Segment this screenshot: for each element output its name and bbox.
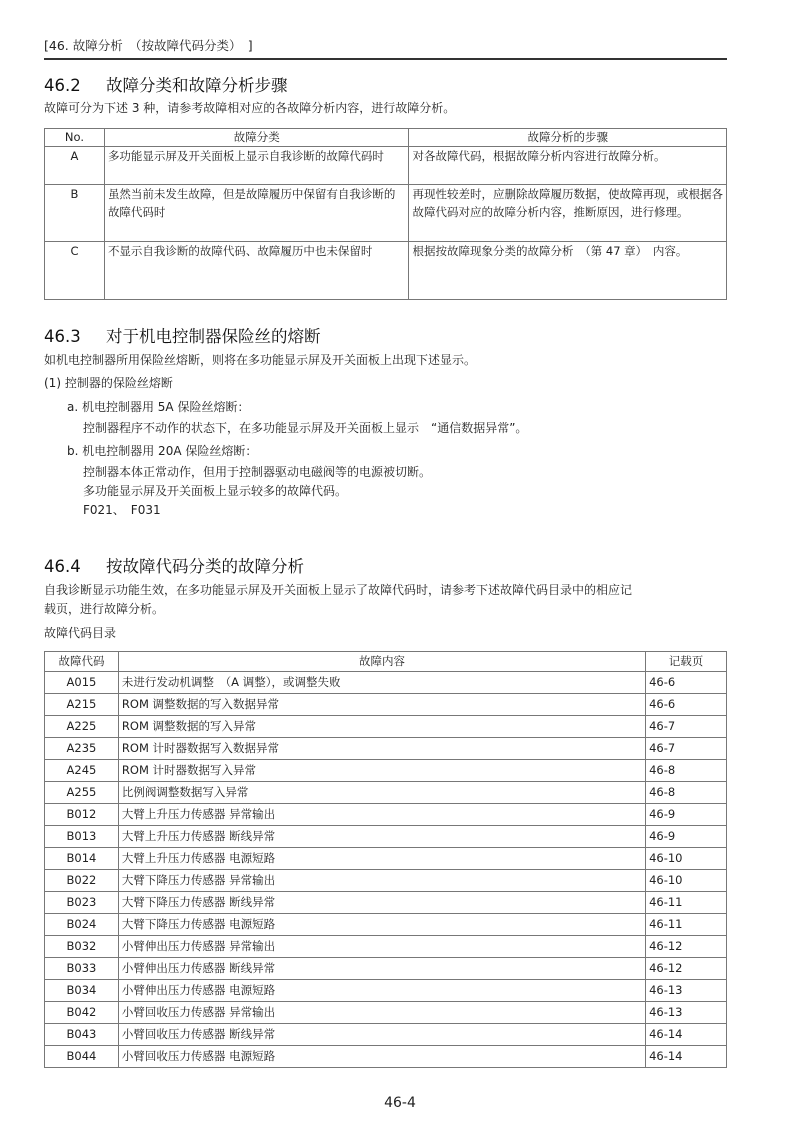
page-ref-cell: 46-13 [646, 1002, 727, 1024]
fault-content-cell: ROM 调整数据的写入数据异常 [118, 694, 645, 716]
section-title: 故障分类和故障分析步骤 [106, 76, 288, 95]
fault-code-cell: B013 [45, 826, 119, 848]
section-46-4-intro-1: 自我诊断显示功能生效，在多功能显示屏及开关面板上显示了故障代码时，请参考下述故障代码目录中的相应记 [44, 583, 633, 597]
fault-content-cell: 大臂上升压力传感器 电源短路 [118, 848, 645, 870]
section-title: 对于机电控制器保险丝的熔断 [106, 327, 321, 346]
item-b-body-2: 多功能显示屏及开关面板上显示较多的故障代码。 [83, 484, 348, 498]
fault-content-cell: 大臂下降压力传感器 断线异常 [118, 892, 645, 914]
section-46-3-heading [44, 323, 321, 347]
page-ref-cell: 46-10 [646, 870, 727, 892]
page-ref-cell: 46-7 [646, 738, 727, 760]
table-row [45, 870, 727, 892]
fault-content-cell: 小臂伸出压力传感器 电源短路 [118, 980, 645, 1002]
table-row [45, 980, 727, 1002]
row-steps: 再现性较差时，应删除故障履历数据，使故障再现，或根据各故障代码对应的故障分析内容，推断原因，进行修理。 [409, 185, 727, 242]
fault-content-cell: 大臂下降压力传感器 异常输出 [118, 870, 645, 892]
page-ref-cell: 46-9 [646, 804, 727, 826]
table-row [45, 914, 727, 936]
section-46-4-intro-2: 载页，进行故障分析。 [44, 602, 165, 616]
row-category: 多功能显示屏及开关面板上显示自我诊断的故障代码时 [104, 147, 409, 185]
table-row [45, 242, 727, 300]
fault-content-cell: 小臂回收压力传感器 电源短路 [118, 1046, 645, 1068]
page-ref-cell: 46-11 [646, 914, 727, 936]
fault-content-cell: 小臂伸出压力传感器 断线异常 [118, 958, 645, 980]
row-category: 虽然当前未发生故障，但是故障履历中保留有自我诊断的故障代码时 [104, 185, 409, 242]
table-row [45, 147, 727, 185]
page-header: [46. 故障分析 （按故障代码分类） ] [44, 36, 727, 60]
section-46-4-heading [44, 553, 304, 577]
fault-content-cell: 大臂下降压力传感器 电源短路 [118, 914, 645, 936]
fault-code-cell: A015 [45, 672, 119, 694]
row-steps: 根据按故障现象分类的故障分析 （第 47 章） 内容。 [409, 242, 727, 300]
table-row [45, 716, 727, 738]
item-a-body: 控制器程序不动作的状态下，在多功能显示屏及开关面板上显示 “通信数据异常”。 [83, 421, 528, 435]
section-number: 46.3 [44, 327, 81, 346]
fault-content-cell: 未进行发动机调整 （A 调整），或调整失败 [118, 672, 645, 694]
page-ref-cell: 46-6 [646, 694, 727, 716]
page-ref-cell: 46-10 [646, 848, 727, 870]
section-46-2-heading [44, 72, 288, 96]
row-steps: 对各故障代码，根据故障分析内容进行故障分析。 [409, 147, 727, 185]
table-header-row [45, 652, 727, 672]
table-row [45, 1024, 727, 1046]
fault-code-cell: B014 [45, 848, 119, 870]
fault-content-cell: ROM 计时器数据写入数据异常 [118, 738, 645, 760]
section-number: 46.4 [44, 557, 81, 576]
table-row [45, 672, 727, 694]
table-row [45, 826, 727, 848]
fault-code-cell: B042 [45, 1002, 119, 1024]
fault-code-cell: B032 [45, 936, 119, 958]
item-a-title: a. 机电控制器用 5A 保险丝熔断： [67, 400, 250, 414]
table-row [45, 1046, 727, 1068]
fault-code-cell: B012 [45, 804, 119, 826]
fault-code-cell: B023 [45, 892, 119, 914]
page-ref-cell: 46-6 [646, 672, 727, 694]
section-46-3-intro: 如机电控制器所用保险丝熔断，则将在多功能显示屏及开关面板上出现下述显示。 [44, 353, 477, 367]
page-ref-cell: 46-14 [646, 1046, 727, 1068]
fault-code-cell: A225 [45, 716, 119, 738]
table-row [45, 936, 727, 958]
table-row [45, 782, 727, 804]
table-row [45, 1002, 727, 1024]
fault-code-cell: B022 [45, 870, 119, 892]
table-row [45, 694, 727, 716]
table-row [45, 958, 727, 980]
col-header-content: 故障内容 [118, 652, 645, 672]
fault-content-cell: 大臂上升压力传感器 异常输出 [118, 804, 645, 826]
col-header-page: 记载页 [646, 652, 727, 672]
fault-code-cell: B043 [45, 1024, 119, 1046]
fault-category-table [44, 128, 727, 300]
page-ref-cell: 46-13 [646, 980, 727, 1002]
col-header-code: 故障代码 [45, 652, 119, 672]
table-row [45, 185, 727, 242]
row-no: C [45, 242, 105, 300]
fault-code-cell: B044 [45, 1046, 119, 1068]
table-row [45, 760, 727, 782]
page-ref-cell: 46-9 [646, 826, 727, 848]
col-header-category: 故障分类 [104, 129, 409, 147]
row-no: A [45, 147, 105, 185]
col-header-steps: 故障分析的步骤 [409, 129, 727, 147]
col-header-no: No. [45, 129, 105, 147]
row-no: B [45, 185, 105, 242]
fault-content-cell: 小臂伸出压力传感器 异常输出 [118, 936, 645, 958]
item-1: (1) 控制器的保险丝熔断 [44, 376, 173, 390]
fault-code-cell: A235 [45, 738, 119, 760]
fault-code-cell: A255 [45, 782, 119, 804]
fault-content-cell: 小臂回收压力传感器 断线异常 [118, 1024, 645, 1046]
fault-code-cell: B033 [45, 958, 119, 980]
page-ref-cell: 46-8 [646, 760, 727, 782]
page-ref-cell: 46-12 [646, 958, 727, 980]
page-ref-cell: 46-8 [646, 782, 727, 804]
fault-content-cell: 大臂上升压力传感器 断线异常 [118, 826, 645, 848]
item-b-title: b. 机电控制器用 20A 保险丝熔断： [67, 444, 258, 458]
section-number: 46.2 [44, 76, 81, 95]
fault-codes: F021、 F031 [83, 503, 161, 517]
fault-code-cell: A215 [45, 694, 119, 716]
page-ref-cell: 46-7 [646, 716, 727, 738]
fault-code-cell: B024 [45, 914, 119, 936]
fault-code-cell: B034 [45, 980, 119, 1002]
table-row [45, 804, 727, 826]
page-ref-cell: 46-11 [646, 892, 727, 914]
section-title: 按故障代码分类的故障分析 [106, 557, 304, 576]
page-number: 46-4 [384, 1095, 416, 1111]
item-b-body-1: 控制器本体正常动作，但用于控制器驱动电磁阀等的电源被切断。 [83, 465, 432, 479]
row-category: 不显示自我诊断的故障代码、故障履历中也未保留时 [104, 242, 409, 300]
fault-content-cell: 小臂回收压力传感器 异常输出 [118, 1002, 645, 1024]
fault-content-cell: ROM 调整数据的写入异常 [118, 716, 645, 738]
table-row [45, 848, 727, 870]
page-ref-cell: 46-12 [646, 936, 727, 958]
fault-content-cell: 比例阀调整数据写入异常 [118, 782, 645, 804]
table-header-row [45, 129, 727, 147]
fault-code-table [44, 651, 727, 1068]
fault-code-cell: A245 [45, 760, 119, 782]
fault-content-cell: ROM 计时器数据写入异常 [118, 760, 645, 782]
section-46-2-intro: 故障可分为下述 3 种，请参考故障相对应的各故障分析内容，进行故障分析。 [44, 101, 456, 115]
table-row [45, 738, 727, 760]
table-row [45, 892, 727, 914]
page-ref-cell: 46-14 [646, 1024, 727, 1046]
code-list-title: 故障代码目录 [44, 626, 117, 640]
